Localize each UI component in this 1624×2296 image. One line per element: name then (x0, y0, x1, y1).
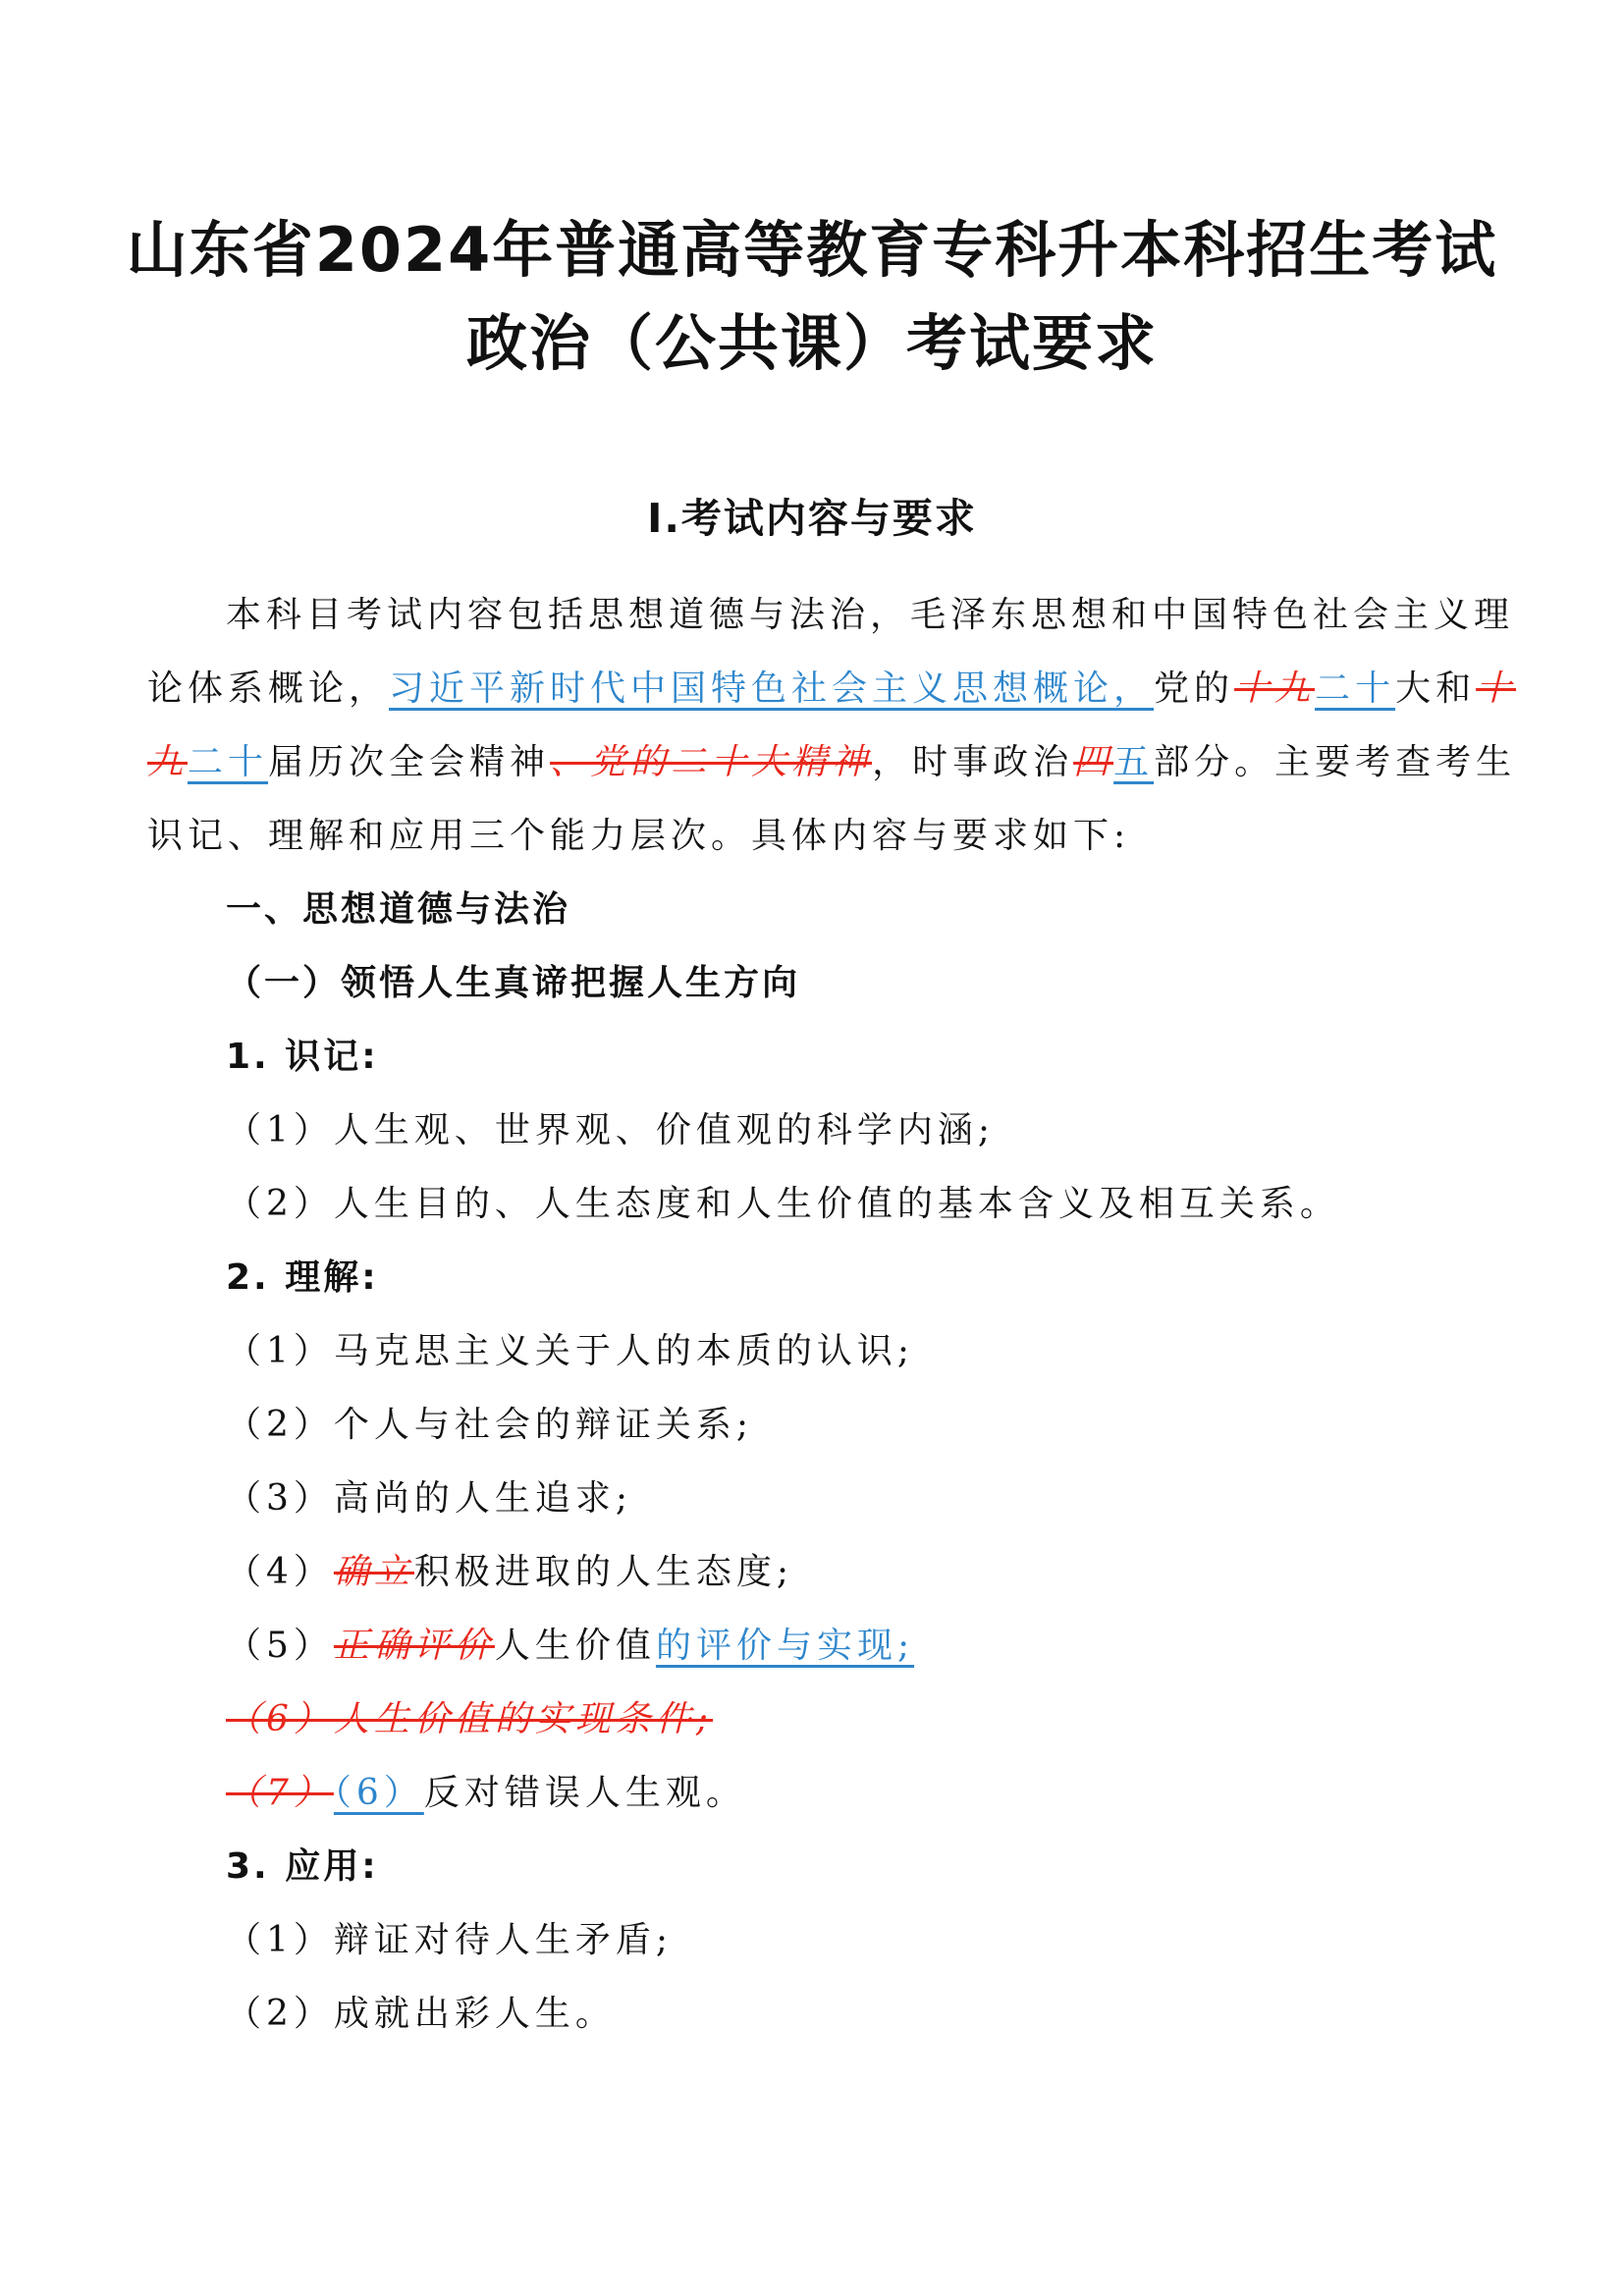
part-heading: 一、思想道德与法治 (226, 889, 571, 930)
recall-heading: 1. 识记: (226, 1037, 379, 1077)
deleted-text: 确立 (333, 1552, 414, 1592)
intro-paragraph-line-2 (147, 661, 1516, 711)
apply-item-2: （2）成就出彩人生。 (226, 1994, 616, 2034)
intro-text: 党的 (1154, 668, 1235, 709)
intro-text: 论体系概论， (147, 668, 390, 709)
document-title-line-2: 政治（公共课）考试要求 (465, 307, 1158, 379)
document-title-line-1: 山东省2024年普通高等教育专科升本科招生考试 (126, 214, 1498, 286)
deleted-text: 、党的二十大精神 (550, 742, 873, 782)
item-text: 人生价值 (494, 1626, 656, 1666)
intro-paragraph-line-1: 本科目考试内容包括思想道德与法治，毛泽东思想和中国特色社会主义理 (226, 595, 1515, 635)
understand-item-7 (226, 1765, 746, 1815)
understand-item-2: （2）个人与社会的辩证关系; (226, 1405, 754, 1445)
understand-item-6 (226, 1691, 713, 1741)
intro-paragraph-line-4: 识记、理解和应用三个能力层次。具体内容与要求如下: (147, 816, 1131, 856)
inserted-text: （6） (333, 1773, 424, 1813)
item-text: 积极进取的人生态度; (413, 1552, 794, 1592)
item-text: 反对错误人生观。 (423, 1773, 746, 1813)
inserted-text: 二十 (1315, 668, 1396, 709)
inserted-text: 习近平新时代中国特色社会主义思想概论， (389, 668, 1155, 709)
deleted-text: （7） (226, 1773, 334, 1813)
deleted-text: 正确评价 (333, 1626, 495, 1666)
intro-text: 大和 (1395, 668, 1477, 709)
recall-item-1: （1）人生观、世界观、价值观的科学内涵; (226, 1110, 996, 1150)
inserted-text: 二十 (188, 742, 269, 782)
understand-item-5 (226, 1618, 914, 1668)
deleted-text: 十九 (1234, 668, 1316, 709)
understand-item-3: （3）高尚的人生追求; (226, 1478, 633, 1519)
inserted-text: 的评价与实现; (655, 1626, 915, 1666)
chapter-heading: （一）领悟人生真谛把握人生方向 (226, 963, 801, 1003)
understand-item-4 (226, 1544, 793, 1594)
intro-paragraph-line-3 (147, 734, 1516, 784)
deleted-text: 九 (147, 742, 189, 782)
deleted-text: （6）人生价值的实现条件; (226, 1699, 714, 1739)
section-heading: Ⅰ.考试内容与要求 (647, 495, 977, 542)
intro-text: 部分。主要考查考生 (1154, 742, 1517, 782)
item-number: （5） (226, 1626, 334, 1666)
understand-item-1: （1）马克思主义关于人的本质的认识; (226, 1331, 915, 1371)
deleted-text: 十 (1476, 668, 1517, 709)
recall-item-2: （2）人生目的、人生态度和人生价值的基本含义及相互关系。 (226, 1184, 1340, 1224)
item-number: （4） (226, 1552, 334, 1592)
apply-heading: 3. 应用: (226, 1846, 379, 1887)
apply-item-1: （1）辩证对待人生矛盾; (226, 1920, 674, 1960)
inserted-text: 五 (1113, 742, 1155, 782)
understand-heading: 2. 理解: (226, 1257, 379, 1298)
deleted-text: 四 (1073, 742, 1114, 782)
intro-text: ，时事政治 (872, 742, 1074, 782)
intro-text: 届历次全会精神 (268, 742, 551, 782)
